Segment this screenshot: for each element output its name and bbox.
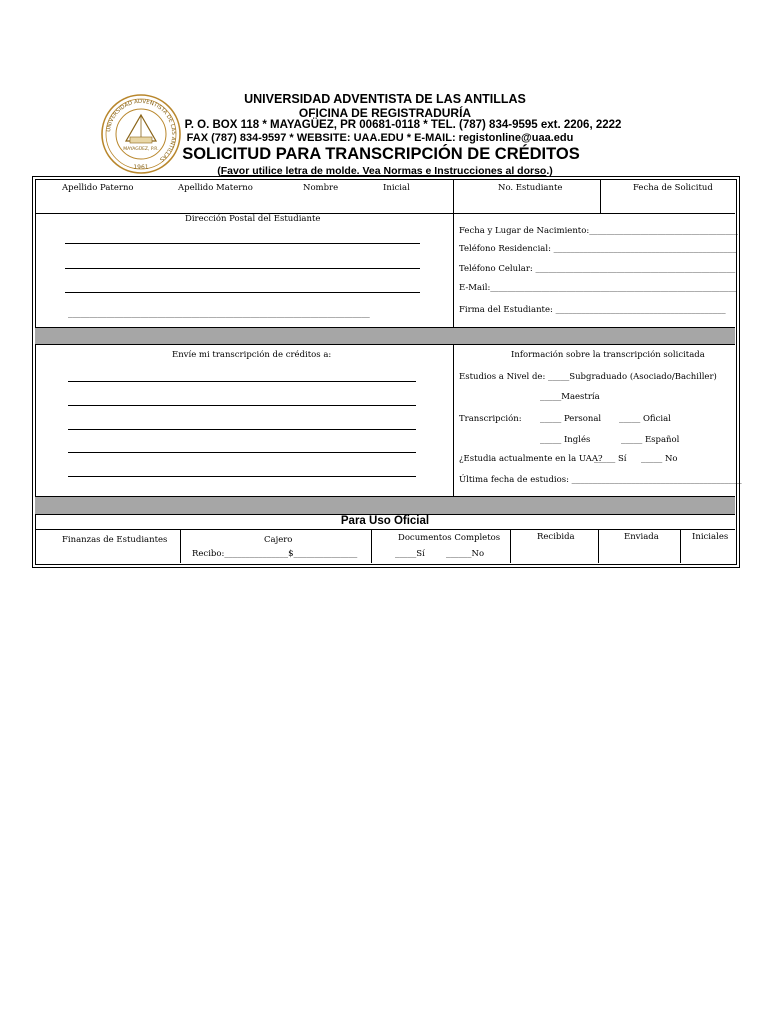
send-line-4[interactable]	[68, 452, 416, 453]
inicial-label: Inicial	[383, 183, 410, 193]
seal-city: MAYAGÜEZ, P.R.	[123, 147, 159, 152]
grey-band-2	[35, 496, 735, 515]
tel-residencial-field[interactable]: Teléfono Residencial: ___________________________________________	[459, 244, 737, 254]
nombre-label: Nombre	[303, 183, 339, 193]
send-line-5[interactable]	[68, 476, 416, 477]
send-line-1[interactable]	[68, 381, 416, 382]
send-line-2[interactable]	[68, 405, 416, 406]
maestria-option[interactable]: _____Maestría	[540, 392, 600, 402]
ultima-fecha-field[interactable]: Última fecha de estudios: ________________________________________	[459, 475, 742, 485]
cajero-label: Cajero	[264, 535, 293, 545]
transcripcion-label: Transcripción:	[459, 414, 522, 424]
finanzas-label: Finanzas de Estudiantes	[62, 535, 168, 545]
name-input[interactable]	[40, 195, 445, 211]
documentos-si-option[interactable]: _____Sí	[395, 549, 425, 559]
office-name: OFICINA DE REGISTRADURÍA	[298, 106, 472, 120]
fecha-solicitud-label: Fecha de Solicitud	[633, 183, 713, 193]
recibida-label: Recibida	[537, 532, 575, 542]
grey-band-1	[35, 327, 735, 345]
estudia-si-option[interactable]: _____ Sí	[594, 454, 627, 464]
address-line-3[interactable]	[65, 292, 420, 293]
recibo-field[interactable]: Recibo:_______________$_______________	[192, 549, 358, 559]
envie-label: Envíe mi transcripción de créditos a:	[172, 350, 332, 360]
estudios-field[interactable]: Estudios a Nivel de: _____Subgraduado (Asociado/Bachiller)	[459, 372, 717, 382]
address-line-4[interactable]: _______________________________________________________________________	[68, 309, 370, 319]
form-note: (Favor utilice letra de molde. Vea Normas e Instrucciones al dorso.)	[217, 165, 553, 177]
firma-field[interactable]: Firma del Estudiante: ________________________________________	[459, 305, 726, 315]
uso-oficial-title: Para Uso Oficial	[340, 515, 430, 527]
apellido-paterno-label: Apellido Paterno	[62, 183, 134, 193]
address-line-2[interactable]	[65, 268, 420, 269]
form-title: SOLICITUD PARA TRANSCRIPCIÓN DE CRÉDITOS	[182, 145, 580, 163]
tel-celular-field[interactable]: Teléfono Celular: _______________________________________________	[459, 264, 736, 274]
address-line-1[interactable]	[65, 243, 420, 244]
contact-line: FAX (787) 834-9597 * WEBSITE: UAA.EDU * E-MAIL: registonline@uaa.edu	[186, 132, 574, 144]
fecha-lugar-field[interactable]: Fecha y Lugar de Nacimiento:___________________________________	[459, 226, 738, 236]
espanol-option[interactable]: _____ Español	[621, 435, 680, 445]
email-field[interactable]: E-Mail:__________________________________________________________	[459, 283, 737, 293]
estudia-no-option[interactable]: _____ No	[641, 454, 678, 464]
iniciales-label: Iniciales	[692, 532, 729, 542]
oficial-option[interactable]: _____ Oficial	[619, 414, 671, 424]
apellido-materno-label: Apellido Materno	[178, 183, 253, 193]
ingles-option[interactable]: _____ Inglés	[540, 435, 591, 445]
university-name: UNIVERSIDAD ADVENTISTA DE LAS ANTILLAS	[244, 92, 526, 106]
no-estudiante-label: No. Estudiante	[498, 183, 563, 193]
personal-option[interactable]: _____ Personal	[540, 414, 602, 424]
documentos-label: Documentos Completos	[398, 533, 501, 543]
student-number-input[interactable]	[458, 195, 596, 211]
send-line-3[interactable]	[68, 429, 416, 430]
request-date-input[interactable]	[604, 195, 732, 211]
seal-year: 1961	[133, 164, 149, 171]
direccion-label: Dirección Postal del Estudiante	[185, 214, 321, 224]
enviada-label: Enviada	[624, 532, 659, 542]
estudia-label: ¿Estudia actualmente en la UAA?	[459, 454, 603, 464]
address-line: P. O. BOX 118 * MAYAGÜEZ, PR 00681-0118 * TEL. (787) 834-9595 ext. 2206, 2222	[184, 119, 622, 131]
seal-ring-text: UNIVERSIDAD ADVENTISTA DE LAS ANTILLAS	[106, 98, 177, 163]
info-label: Información sobre la transcripción solicitada	[511, 350, 705, 360]
documentos-no-option[interactable]: ______No	[446, 549, 485, 559]
